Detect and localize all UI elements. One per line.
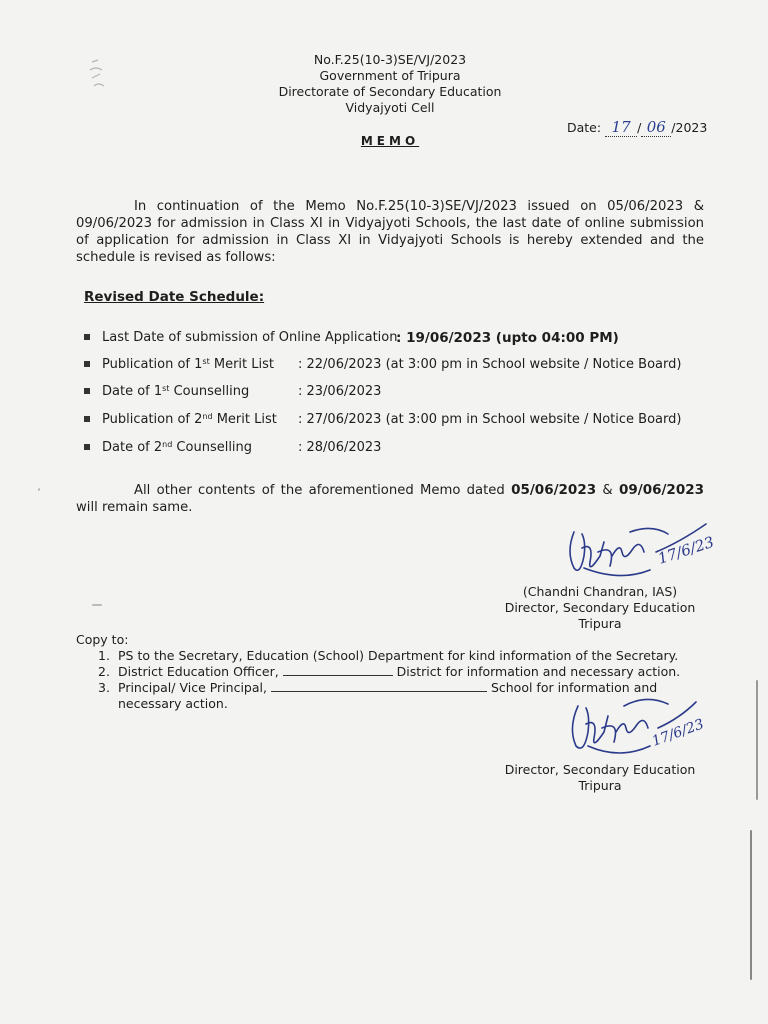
scan-speck (92, 604, 102, 606)
schedule-label: Publication of 1st Merit List (102, 357, 274, 372)
list-item: 2. District Education Officer, District for information and necessary action. (98, 664, 681, 679)
director-signature-1 (560, 512, 720, 588)
signatory-title: Director, Secondary Education (504, 762, 696, 777)
reference-number: No.F.25(10-3)SE/VJ/2023 (313, 52, 467, 67)
page-edge-shadow (756, 680, 758, 800)
date-year: /2023 (671, 120, 708, 135)
schedule-title: Revised Date Schedule: (84, 289, 265, 305)
schedule-value: : 27/06/2023 (at 3:00 pm in School website / Notice Board) (298, 412, 682, 427)
signatory-place: Tripura (578, 616, 622, 631)
signature-date-handwritten: 17/6/23 (655, 532, 717, 568)
bullet-icon (84, 416, 90, 422)
schedule-label: Date of 2nd Counselling (102, 440, 253, 455)
copy-to-label: Copy to: (76, 632, 129, 647)
list-item: 1. PS to the Secretary, Education (School) Department for kind information of the Secretary. (98, 648, 679, 663)
date-separator: / (637, 120, 642, 135)
schedule-value: : 28/06/2023 (298, 440, 382, 455)
blank-line (271, 680, 487, 692)
schedule-label: Date of 1st Counselling (102, 384, 250, 399)
directorate-name: Directorate of Secondary Education (278, 84, 502, 99)
signatory-place: Tripura (578, 778, 622, 793)
schedule-value: : 19/06/2023 (upto 04:00 PM) (396, 330, 619, 346)
memo-date-1: 05/06/2023 (511, 482, 597, 498)
cell-name: Vidyajyoti Cell (345, 100, 435, 115)
list-item: 3. Principal/ Vice Principal, School for information and (98, 680, 658, 695)
list-item: necessary action. (118, 696, 228, 711)
bullet-icon (84, 444, 90, 450)
memo-title: MEMO (360, 134, 420, 148)
signature-date-handwritten: 17/6/23 (649, 716, 707, 750)
bullet-icon (84, 361, 90, 367)
date-day-handwritten: 17 (605, 118, 637, 137)
bullet-icon (84, 334, 90, 340)
closing-paragraph: All other contents of the aforementioned Memo dated 05/06/2023 & 09/06/2023 will remain same. (76, 482, 705, 515)
date-label: Date: (567, 120, 602, 135)
date-month-handwritten: 06 (641, 118, 671, 137)
schedule-value: : 23/06/2023 (298, 384, 382, 399)
schedule-value: : 22/06/2023 (at 3:00 pm in School website / Notice Board) (298, 357, 682, 372)
page-edge-shadow (750, 830, 752, 980)
continuation-text: In continuation of the Memo No.F.25(10-3)SE/VJ/2023 issued on 05/06/2023 & 09/06/2023 for admission in Class XI in Vidyajyoti Schools, the last date of online submission of application for admission in Class XI in Vidyajyoti Schools is hereby extended and the schedule is revised as follows: (76, 199, 704, 265)
government-name: Government of Tripura (319, 68, 461, 83)
memo-date-2: 09/06/2023 (619, 482, 705, 498)
signatory-title: Director, Secondary Education (504, 600, 696, 615)
signatory-name: (Chandni Chandran, IAS) (522, 584, 678, 599)
blank-line (283, 664, 393, 676)
scan-speck (38, 488, 40, 491)
director-signature-2 (564, 684, 714, 764)
schedule-label: Last Date of submission of Online Application (102, 330, 398, 345)
continuation-paragraph (76, 198, 704, 266)
bullet-icon (84, 388, 90, 394)
schedule-label: Publication of 2nd Merit List (102, 412, 277, 427)
